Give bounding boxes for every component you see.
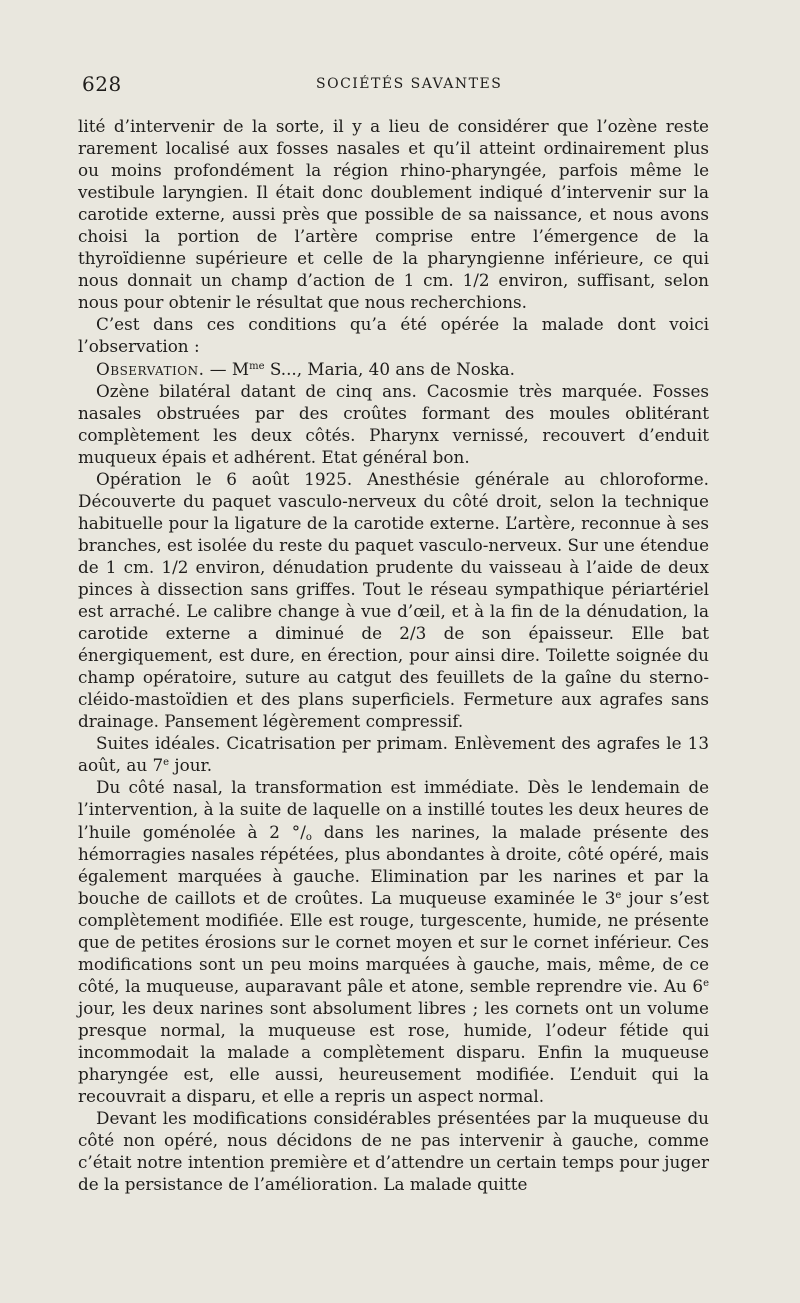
paragraph-conditions: C’est dans ces conditions qu’a été opérée la malade dont voici l’observation : xyxy=(78,314,709,357)
observation-sup: me xyxy=(249,360,265,372)
recovery-text-b: jour. xyxy=(169,755,213,776)
nasal-text-d: jour, les deux narines sont absolument libres ; les cornets ont un volume presque normal, la muqueuse est rose, humide, l’odeur fétide qui incommodait la malade a complètement disparu. Enfin la muqueuse pharyngée est, elle aussi, heureusement modifiée. L’enduit qui la recouvrait a disparu, et elle a repris un aspect normal. xyxy=(78,997,709,1107)
observation-dash: — M xyxy=(204,358,250,379)
page-number: 628 xyxy=(82,72,122,96)
nasal-text-a: Du côté nasal, la transformation est immédiate. Dès le lendemain de l’intervention, à la suite de laquelle on a instillé toutes les deux heures de l’huile goménolée à 2 °/ xyxy=(78,777,709,842)
nasal-sup-2: e xyxy=(703,977,709,989)
nasal-sub: o xyxy=(305,831,312,843)
paragraph-operation: Opération le 6 août 1925. Anesthésie générale au chloroforme. Découverte du paquet vasculo-nerveux du côté droit, selon la technique habituelle pour la ligature de la carotide externe. L’artère, reconnue à ses branches, est isolée du reste du paquet vasculo-nerveux. Sur une étendue de 1 cm. 1/2 environ, dénudation prudente du vaisseau à l’aide de deux pinces à dissection sans griffes. Tout le réseau sympathique périartériel est arraché. Le calibre change à vue d’œil, et à la fin de la dénudation, la carotide externe a diminué de 2/3 de son épaisseur. Elle bat énergiquement, est dure, en érection, pour ainsi dire. Toilette soignée du champ opératoire, suture au catgut des feuillets de la gaîne du sterno-cléido-mastoïdien et des plans superficiels. Fermeture aux agrafes sans drainage. Pansement légèrement compressif. xyxy=(78,468,709,732)
body-text xyxy=(78,115,709,1195)
running-title: SOCIÉTÉS SAVANTES xyxy=(316,76,503,92)
paragraph-nasal-outcome xyxy=(78,776,709,1107)
paragraph-decision: Devant les modifications considérables présentées par la muqueuse du côté non opéré, nous décidons de ne pas intervenir à gauche, comme c’était notre intention première et d’attendre un certain temps pour juger de la persistance de l’amélioration. La malade quitte xyxy=(78,1108,709,1195)
nasal-text-b: dans les narines, la malade présente des hémorragies nasales répétées, plus abondantes à droite, côté opéré, mais également marquées à gauche. Elimination par les narines et par la bouche de caillots et de croûtes. La muqueuse examinée le 3 xyxy=(78,821,709,908)
paragraph-continuation: lité d’intervenir de la sorte, il y a lieu de considérer que l’ozène reste rarement localisé aux fosses nasales et qu’il atteint ordinairement plus ou moins profondément la région rhino-pharyngée, parfois même le vestibule laryngien. Il était donc doublement indiqué d’intervenir sur la carotide externe, aussi près que possible de sa naissance, et nous avons choisi la portion de l’artère comprise entre l’émergence de la thyroïdienne supérieure et celle de la pharyngienne inférieure, ce qui nous donnait un champ d’action de 1 cm. 1/2 environ, suffisant, selon nous pour obtenir le résultat que nous recherchions. xyxy=(78,116,709,313)
observation-label: Observation. xyxy=(96,358,205,379)
recovery-sup: e xyxy=(163,757,170,769)
paragraph-recovery xyxy=(78,732,709,776)
recovery-text-a: Suites idéales. Cicatrisation per primam. Enlèvement des agrafes le 13 août, au 7 xyxy=(78,733,709,776)
paragraph-symptoms: Ozène bilatéral datant de cinq ans. Cacosmie très marquée. Fosses nasales obstruées par des croûtes formant des moules oblitérant complètement les deux côtés. Pharynx vernissé, recouvert d’enduit muqueux épais et adhérent. Etat général bon. xyxy=(78,380,709,467)
observation-heading xyxy=(78,358,709,380)
observation-patient: S..., Maria, 40 ans de Noska. xyxy=(264,358,516,379)
nasal-text-c: jour s’est complètement modifiée. Elle est rouge, turgescente, humide, ne présente que de petites érosions sur le cornet moyen et sur le cornet inférieur. Ces modifications sont un peu moins marquées à gauche, mais, même, de ce côté, la muqueuse, auparavant pâle et atone, semble reprendre vie. Au 6 xyxy=(78,887,709,996)
nasal-sup-1: e xyxy=(615,889,622,901)
